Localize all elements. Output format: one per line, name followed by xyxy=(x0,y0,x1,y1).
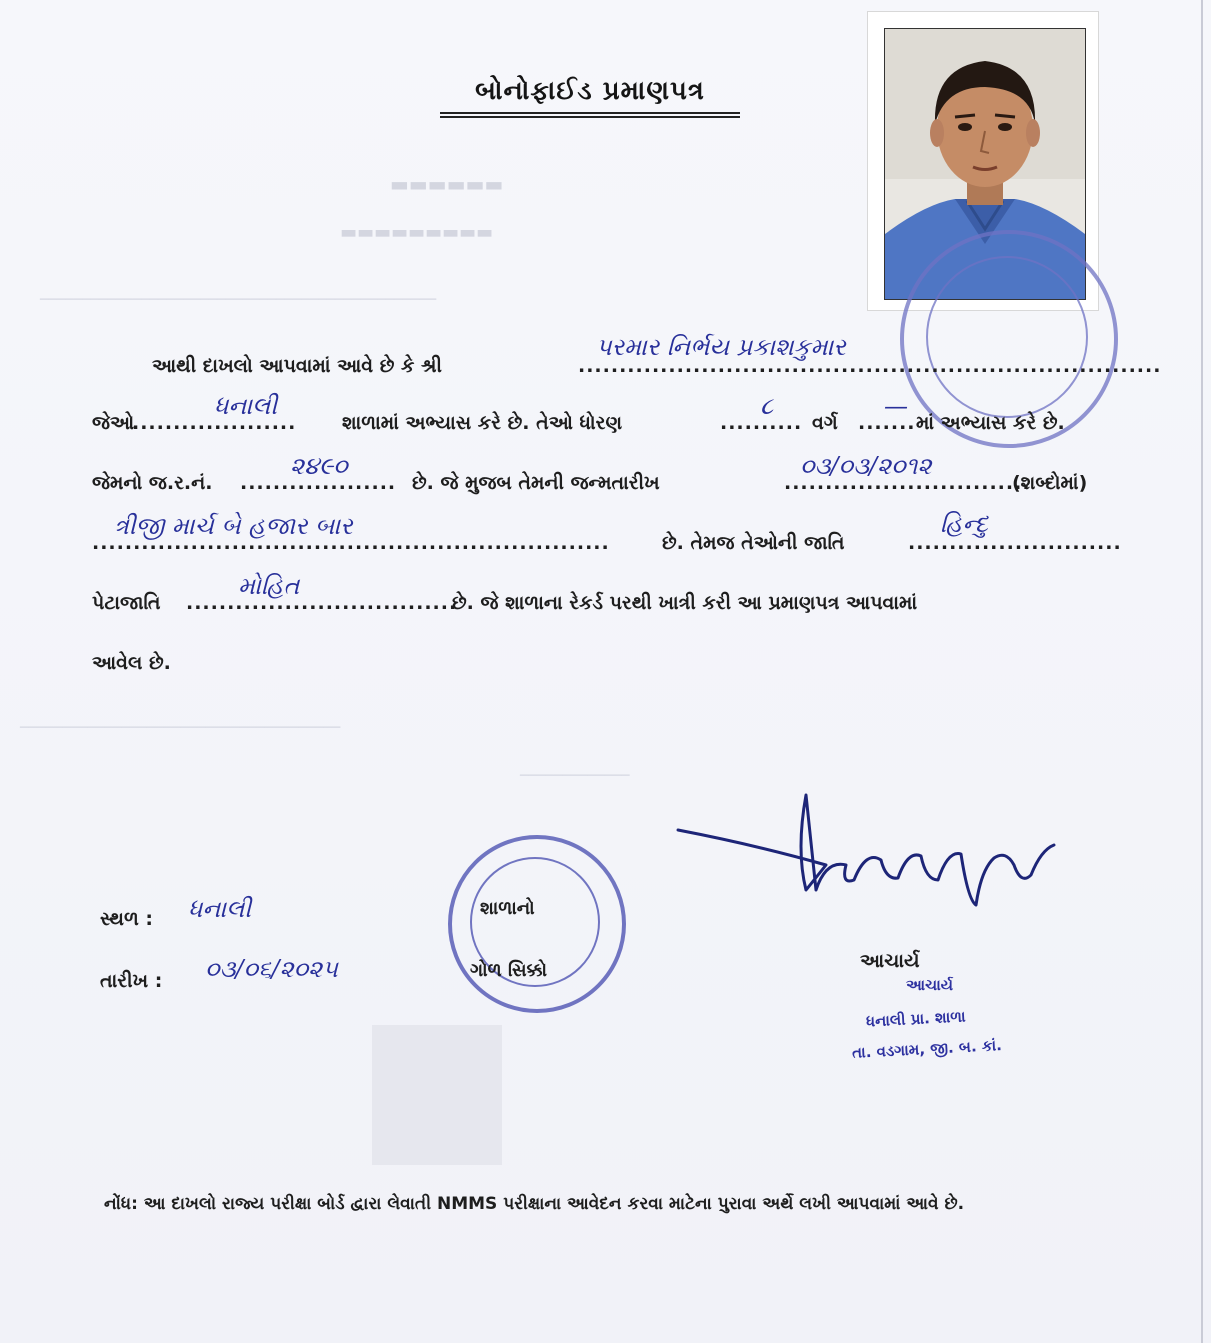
title-underline xyxy=(440,112,740,114)
division-value: — xyxy=(884,392,908,420)
principal-label: આચાર્ય xyxy=(860,950,920,972)
standard-value: ૮ xyxy=(760,392,774,420)
school-round-seal xyxy=(448,835,626,1013)
seal-label-line2: ગોળ સિક્કો xyxy=(470,960,547,981)
line5-suffix: છે. જે શાળાના રેકર્ડ પરથી ખાત્રી કરી આ પ્રમાણપત્ર આપવામાં xyxy=(452,592,918,614)
line3-suffix: (શબ્દોમાં) xyxy=(1012,472,1088,494)
school-stamp-photo-inner-ring xyxy=(926,256,1088,418)
line6: આવેલ છે. xyxy=(92,652,171,674)
principal-stamp-line2: ધનાલી પ્રા. શાળા xyxy=(865,1007,967,1031)
date-value: ૦૩/૦૬/૨૦૨૫ xyxy=(205,955,338,983)
line1-prefix: આથી દાખલો આપવામાં આવે છે કે શ્રી xyxy=(152,355,442,377)
line5-prefix: પેટાજાતિ xyxy=(92,592,161,614)
date-label: તારીખ : xyxy=(100,970,163,992)
sub-caste-value: મોહિત xyxy=(238,572,300,600)
line2-dots-school: .................... xyxy=(132,412,297,434)
line3-dots-gr: ................... xyxy=(240,472,397,494)
principal-signature xyxy=(676,790,1066,910)
footer-note: નોંધ: આ દાખલો રાજ્ય પરીક્ષા બોર્ડ દ્વારા લેવાતી NMMS પરીક્ષાના આવેદન કરવા માટેના પુરાવા અર્થે લખી આપવામાં આવે છે. xyxy=(104,1194,965,1214)
certificate-sheet: ▬▬▬▬▬▬ ▬▬▬▬▬▬▬▬▬ ─────────────────────────────────────────────── ────────────────────────────────────── ───────────── બોનોફાઈડ પ્રમાણપત્ર આથી દાખલો આપવામાં આવે છે કે શ્રી ....................................................................... પરમાર નિર્ભય પ્રકાશકુમાર જેઓ .................... ધનાલી શાળામાં અભ્યાસ કરે છે. તેઓ ધોરણ .......... ૮ વર્ગ ....... — માં અભ્યાસ કરે છે. જેમનો જ.ર.નં. ................... ૨૪૯૦ છે. જે મુજબ તેમની જન્મતારીખ .............................. ૦૩/૦૩/૨૦૧૨ (શબ્દોમાં) ............................................................... ત્રીજી માર્ચ બે હજાર બાર છે. તેમજ તેઓની જાતિ .......................... હિન્દુ પેટાજાતિ ................................. મોહિત છે. જે શાળાના રેકર્ડ પરથી ખાત્રી કરી આ પ્રમાણપત્ર આપવામાં આવેલ છે. શાળાનો ગોળ સિક્કો સ્થળ : ધનાલી તારીખ : ૦૩/૦૬/૨૦૨૫ આચાર્ય આચાર્ય ધનાલી પ્રા. શાળા તા. વડગામ, જી. બ. કાં. નોંધ: આ દાખલો રાજ્ય પરીક્ષા બોર્ડ દ્વારા લેવાતી NMMS પરીક્ષાના આવેદન કરવા માટેના પુરાવા અર્થે લખી આપવામાં આવે છે. xyxy=(0,0,1211,1343)
title-underline-double xyxy=(440,116,740,118)
line4-dots-words: ............................................................... xyxy=(92,532,610,554)
gr-number: ૨૪૯૦ xyxy=(290,452,348,480)
line2-varg: વર્ગ xyxy=(812,412,838,434)
birth-date: ૦૩/૦૩/૨૦૧૨ xyxy=(800,452,932,480)
line1-dots: ....................................................................... xyxy=(578,355,1162,377)
line3-middle: છે. જે મુજબ તેમની જન્મતારીખ xyxy=(412,472,660,494)
bleed-through-photo xyxy=(372,1025,502,1165)
line2-dots-standard: .......... xyxy=(720,412,803,434)
line2-dots-division: ....... xyxy=(858,412,916,434)
certificate-title: બોનોફાઈડ પ્રમાણપત્ર xyxy=(475,76,705,106)
line3-dots-birthdate: .............................. xyxy=(784,472,1031,494)
school-name: ધનાલી xyxy=(214,392,278,420)
line2-middle: શાળામાં અભ્યાસ કરે છે. તેઓ ધોરણ xyxy=(342,412,623,434)
student-name: પરમાર નિર્ભય પ્રકાશકુમાર xyxy=(596,333,846,361)
line3-prefix: જેમનો જ.ર.નં. xyxy=(92,472,213,494)
line4-dots-caste: .......................... xyxy=(908,532,1122,554)
place-value: ધનાલી xyxy=(188,895,252,923)
line2-suffix: માં અભ્યાસ કરે છે. xyxy=(916,412,1065,434)
seal-label-line1: શાળાનો xyxy=(480,898,535,919)
line5-dots: ................................. xyxy=(186,592,458,614)
principal-stamp-line3: તા. વડગામ, જી. બ. કાં. xyxy=(851,1036,1003,1062)
principal-stamp-line1: આચાર્ય xyxy=(906,976,954,994)
line2-prefix: જેઓ xyxy=(92,412,135,434)
birth-date-words: ત્રીજી માર્ચ બે હજાર બાર xyxy=(114,512,353,540)
caste-value: હિન્દુ xyxy=(940,510,988,538)
line4-middle: છે. તેમજ તેઓની જાતિ xyxy=(662,532,845,554)
paper-edge xyxy=(1201,0,1203,1343)
place-label: સ્થળ : xyxy=(100,908,154,930)
